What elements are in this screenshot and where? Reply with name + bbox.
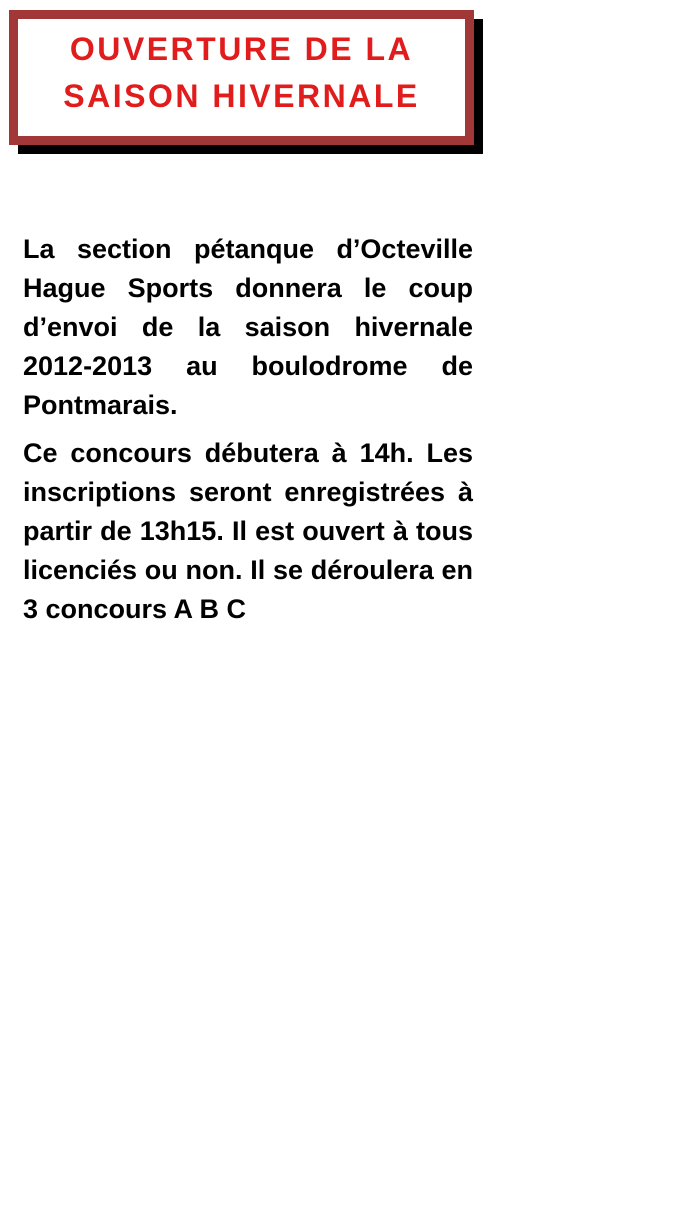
banner-title-line-2: SAISON HIVERNALE bbox=[63, 77, 420, 114]
article-paragraph-1: La section pétanque d’Octeville Hague Sports donnera le coup d’envoi de la saison hivernale 2012-2013 au boulodrome de Pontmarais. bbox=[23, 234, 473, 420]
article-paragraph-2: Ce concours débutera à 14h. Les inscriptions seront enregistrées à partir de 13h15. Il est ouvert à tous licenciés ou non. Il se déroulera en 3 concours A B C bbox=[23, 438, 473, 624]
banner-title-line-1: OUVERTURE DE LA bbox=[69, 30, 414, 67]
article-body bbox=[23, 230, 473, 638]
title-banner bbox=[9, 10, 474, 145]
